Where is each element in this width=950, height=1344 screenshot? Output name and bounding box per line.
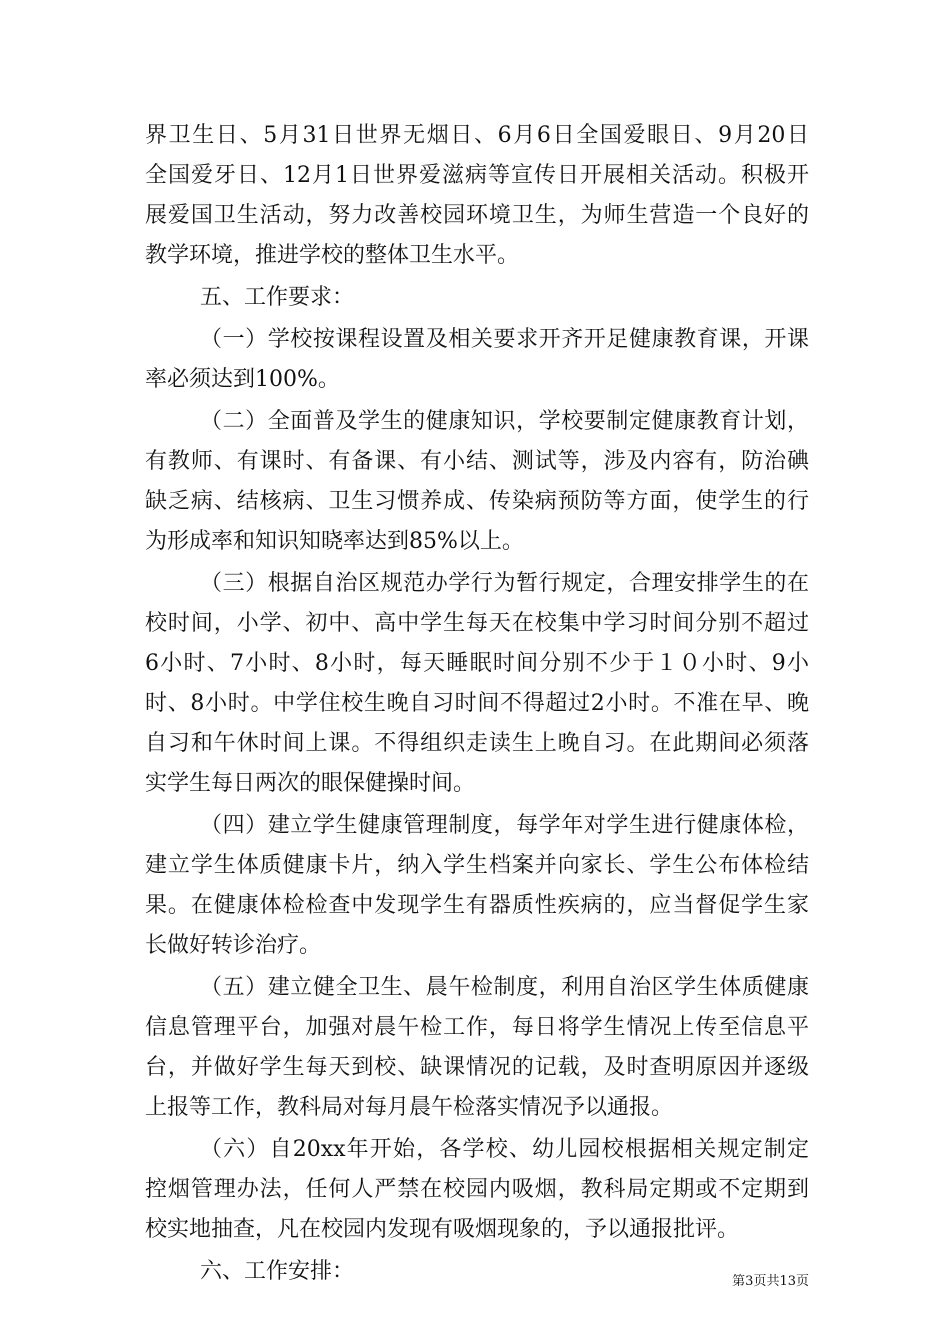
text-line: （四）建立学生健康管理制度，每学年对学生进行健康体检， <box>200 813 809 838</box>
text-line: 台，并做好学生每天到校、缺课情况的记载，及时查明原因并逐级 <box>145 1055 809 1080</box>
section-heading: 五、工作要求： <box>200 285 355 310</box>
text-line: 教学环境，推进学校的整体卫生水平。 <box>145 243 520 268</box>
text-line: （六）自20xx年开始，各学校、幼儿园校根据相关规定制定 <box>200 1137 809 1162</box>
text-line: 展爱国卫生活动，努力改善校园环境卫生，为师生营造一个良好的 <box>145 203 809 228</box>
text-line: 时、8小时。中学住校生晚自习时间不得超过2小时。不准在早、晚 <box>145 691 809 716</box>
text-line: 上报等工作，教科局对每月晨午检落实情况予以通报。 <box>145 1095 674 1120</box>
text-line: 率必须达到100%。 <box>145 367 340 392</box>
text-line: （五）建立健全卫生、晨午检制度，利用自治区学生体质健康 <box>200 975 809 1000</box>
text-line: 界卫生日、5月31日世界无烟日、6月6日全国爱眼日、9月20日 <box>145 123 809 148</box>
text-line: 实学生每日两次的眼保健操时间。 <box>145 771 476 796</box>
text-line: 信息管理平台，加强对晨午检工作，每日将学生情况上传至信息平 <box>145 1015 809 1040</box>
section-heading: 六、工作安排： <box>200 1259 355 1284</box>
text-line: 建立学生体质健康卡片，纳入学生档案并向家长、学生公布体检结 <box>145 853 809 878</box>
text-line: 有教师、有课时、有备课、有小结、测试等，涉及内容有，防治碘 <box>145 449 809 474</box>
text-line: 为形成率和知识知晓率达到85%以上。 <box>145 529 524 554</box>
text-line: （二）全面普及学生的健康知识，学校要制定健康教育计划， <box>200 409 809 434</box>
text-line: （一）学校按课程设置及相关要求开齐开足健康教育课，开课 <box>200 327 809 352</box>
text-line: 缺乏病、结核病、卫生习惯养成、传染病预防等方面，使学生的行 <box>145 489 809 514</box>
page-number: 第3页共13页 <box>732 1274 809 1289</box>
text-line: 全国爱牙日、12月1日世界爱滋病等宣传日开展相关活动。积极开 <box>145 163 809 188</box>
text-line: 控烟管理办法，任何人严禁在校园内吸烟，教科局定期或不定期到 <box>145 1177 809 1202</box>
text-line: 6小时、7小时、8小时，每天睡眠时间分别不少于１０小时、9小 <box>145 651 809 676</box>
text-line: 校时间，小学、初中、高中学生每天在校集中学习时间分别不超过 <box>145 611 809 636</box>
text-line: 自习和午休时间上课。不得组织走读生上晚自习。在此期间必须落 <box>145 731 809 756</box>
text-line: 长做好转诊治疗。 <box>145 933 322 958</box>
text-line: 校实地抽查，凡在校园内发现有吸烟现象的，予以通报批评。 <box>145 1217 740 1242</box>
text-line: 果。在健康体检检查中发现学生有器质性疾病的，应当督促学生家 <box>145 893 809 918</box>
text-line: （三）根据自治区规范办学行为暂行规定，合理安排学生的在 <box>200 571 809 596</box>
